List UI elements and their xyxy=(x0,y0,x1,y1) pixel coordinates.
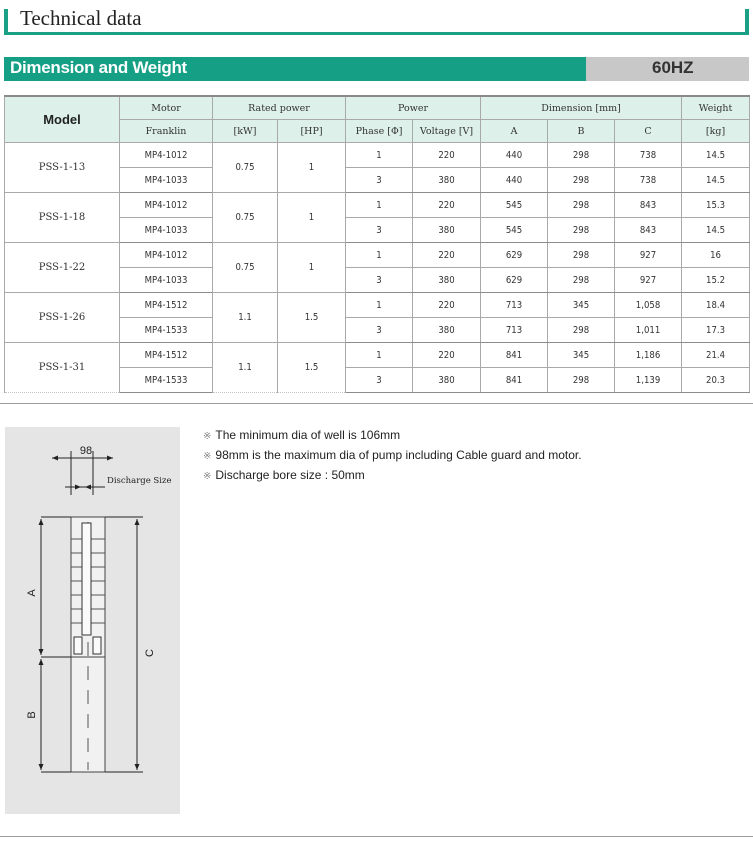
cell-dim-b: 298 xyxy=(548,318,615,343)
note-mark: ※ xyxy=(203,451,212,462)
cell-weight: 15.2 xyxy=(682,268,750,293)
cell-motor: MP4-1512 xyxy=(120,293,213,318)
cell-dim-c: 843 xyxy=(615,193,682,218)
cell-weight: 14.5 xyxy=(682,218,750,243)
cell-voltage: 380 xyxy=(413,268,481,293)
cell-voltage: 220 xyxy=(413,143,481,168)
frequency-label: 60HZ xyxy=(652,58,694,77)
cell-dim-c: 1,139 xyxy=(615,368,682,393)
cell-dim-c: 843 xyxy=(615,218,682,243)
cell-phase: 3 xyxy=(346,218,413,243)
table-row xyxy=(5,193,750,218)
cell-weight: 21.4 xyxy=(682,343,750,368)
width-label: 98 xyxy=(79,445,93,457)
cell-voltage: 380 xyxy=(413,168,481,193)
cell-weight: 16 xyxy=(682,243,750,268)
cell-motor: MP4-1533 xyxy=(120,368,213,393)
dim-a-label: A xyxy=(26,589,38,597)
section-title: Dimension and Weight xyxy=(10,58,187,77)
cell-weight: 18.4 xyxy=(682,293,750,318)
cell-dim-a: 841 xyxy=(481,368,548,393)
header-motor-brand: Franklin xyxy=(120,120,213,143)
cell-model: PSS-1-13 xyxy=(5,143,120,193)
cell-motor: MP4-1033 xyxy=(120,168,213,193)
table-row xyxy=(5,293,750,318)
cell-dim-b: 298 xyxy=(548,218,615,243)
cell-motor: MP4-1033 xyxy=(120,218,213,243)
cell-dim-c: 1,011 xyxy=(615,318,682,343)
note-text: The minimum dia of well is 106mm xyxy=(215,428,401,442)
cell-dim-a: 713 xyxy=(481,293,548,318)
note-mark: ※ xyxy=(203,431,212,442)
note-text: Discharge bore size : 50mm xyxy=(215,468,365,482)
cell-voltage: 220 xyxy=(413,343,481,368)
section-bar xyxy=(4,57,749,81)
discharge-label: Discharge Size xyxy=(107,476,172,486)
header-weight: Weight xyxy=(682,96,750,120)
page-title: Technical data xyxy=(20,6,142,30)
header-accent-right xyxy=(745,9,749,33)
cell-kw: 1.1 xyxy=(213,293,278,343)
note-item xyxy=(203,427,582,447)
cell-motor: MP4-1512 xyxy=(120,343,213,368)
cell-dim-b: 298 xyxy=(548,368,615,393)
cell-hp: 1 xyxy=(278,143,346,193)
header-motor: Motor xyxy=(120,96,213,120)
header-phase: Phase [Φ] xyxy=(346,120,413,143)
table-row xyxy=(5,343,750,368)
header-dim-c: C xyxy=(615,120,682,143)
cell-weight: 20.3 xyxy=(682,368,750,393)
cell-kw: 0.75 xyxy=(213,243,278,293)
cell-voltage: 220 xyxy=(413,293,481,318)
cell-phase: 3 xyxy=(346,318,413,343)
cell-kw: 1.1 xyxy=(213,343,278,393)
cell-dim-c: 927 xyxy=(615,243,682,268)
cell-model: PSS-1-18 xyxy=(5,193,120,243)
table-row xyxy=(5,243,750,268)
header-dim-a: A xyxy=(481,120,548,143)
cell-motor: MP4-1012 xyxy=(120,193,213,218)
pump-dimension-diagram xyxy=(5,427,180,814)
header-kw: [kW] xyxy=(213,120,278,143)
cell-dim-b: 298 xyxy=(548,168,615,193)
spec-table-body xyxy=(5,143,750,393)
notes-list xyxy=(203,427,582,487)
cell-dim-c: 738 xyxy=(615,143,682,168)
note-item xyxy=(203,467,582,487)
cell-dim-b: 298 xyxy=(548,143,615,168)
cell-weight: 17.3 xyxy=(682,318,750,343)
cell-phase: 3 xyxy=(346,268,413,293)
cell-hp: 1 xyxy=(278,243,346,293)
cell-model: PSS-1-31 xyxy=(5,343,120,393)
header-hp: [HP] xyxy=(278,120,346,143)
cell-phase: 1 xyxy=(346,193,413,218)
cell-phase: 1 xyxy=(346,293,413,318)
cell-kw: 0.75 xyxy=(213,193,278,243)
note-text: 98mm is the maximum dia of pump including Cable guard and motor. xyxy=(215,448,582,462)
cell-dim-a: 545 xyxy=(481,193,548,218)
header-dim-b: B xyxy=(548,120,615,143)
cell-dim-a: 629 xyxy=(481,268,548,293)
section-title-bar xyxy=(4,57,586,81)
cell-voltage: 380 xyxy=(413,218,481,243)
dim-c-label: C xyxy=(144,649,156,657)
cell-motor: MP4-1012 xyxy=(120,243,213,268)
cell-dim-b: 298 xyxy=(548,243,615,268)
cell-model: PSS-1-26 xyxy=(5,293,120,343)
cell-dim-b: 345 xyxy=(548,293,615,318)
cell-dim-b: 298 xyxy=(548,268,615,293)
footer-divider xyxy=(0,836,753,837)
cell-phase: 1 xyxy=(346,243,413,268)
cell-phase: 1 xyxy=(346,143,413,168)
cell-dim-c: 927 xyxy=(615,268,682,293)
cell-phase: 3 xyxy=(346,368,413,393)
spec-table xyxy=(4,95,750,393)
dim-b-label: B xyxy=(26,711,38,719)
cell-voltage: 380 xyxy=(413,318,481,343)
pump-drawing xyxy=(5,427,180,814)
cell-dim-b: 345 xyxy=(548,343,615,368)
note-item xyxy=(203,447,582,467)
cell-dim-a: 713 xyxy=(481,318,548,343)
cell-phase: 3 xyxy=(346,168,413,193)
header-weight-unit: [kg] xyxy=(682,120,750,143)
header-rated-power: Rated power xyxy=(213,96,346,120)
cell-voltage: 220 xyxy=(413,193,481,218)
cell-voltage: 220 xyxy=(413,243,481,268)
cell-weight: 14.5 xyxy=(682,168,750,193)
cell-voltage: 380 xyxy=(413,368,481,393)
cell-weight: 15.3 xyxy=(682,193,750,218)
cell-dim-c: 1,186 xyxy=(615,343,682,368)
cell-dim-c: 738 xyxy=(615,168,682,193)
cell-dim-c: 1,058 xyxy=(615,293,682,318)
cell-dim-a: 545 xyxy=(481,218,548,243)
header-power: Power xyxy=(346,96,481,120)
cell-motor: MP4-1012 xyxy=(120,143,213,168)
cell-dim-a: 841 xyxy=(481,343,548,368)
cell-hp: 1.5 xyxy=(278,293,346,343)
cell-hp: 1.5 xyxy=(278,343,346,393)
cell-dim-a: 629 xyxy=(481,243,548,268)
cell-model: PSS-1-22 xyxy=(5,243,120,293)
section-divider xyxy=(0,403,753,404)
cell-dim-b: 298 xyxy=(548,193,615,218)
header-dimension: Dimension [mm] xyxy=(481,96,682,120)
cell-motor: MP4-1033 xyxy=(120,268,213,293)
header-voltage: Voltage [V] xyxy=(413,120,481,143)
table-row xyxy=(5,143,750,168)
cell-dim-a: 440 xyxy=(481,143,548,168)
header-model: Model xyxy=(5,96,120,143)
page-header xyxy=(4,6,749,33)
cell-dim-a: 440 xyxy=(481,168,548,193)
cell-kw: 0.75 xyxy=(213,143,278,193)
cell-motor: MP4-1533 xyxy=(120,318,213,343)
frequency-bar xyxy=(586,57,749,81)
note-mark: ※ xyxy=(203,471,212,482)
cell-weight: 14.5 xyxy=(682,143,750,168)
header-accent-left xyxy=(4,9,8,33)
header-underline xyxy=(4,32,749,35)
cell-hp: 1 xyxy=(278,193,346,243)
cell-phase: 1 xyxy=(346,343,413,368)
